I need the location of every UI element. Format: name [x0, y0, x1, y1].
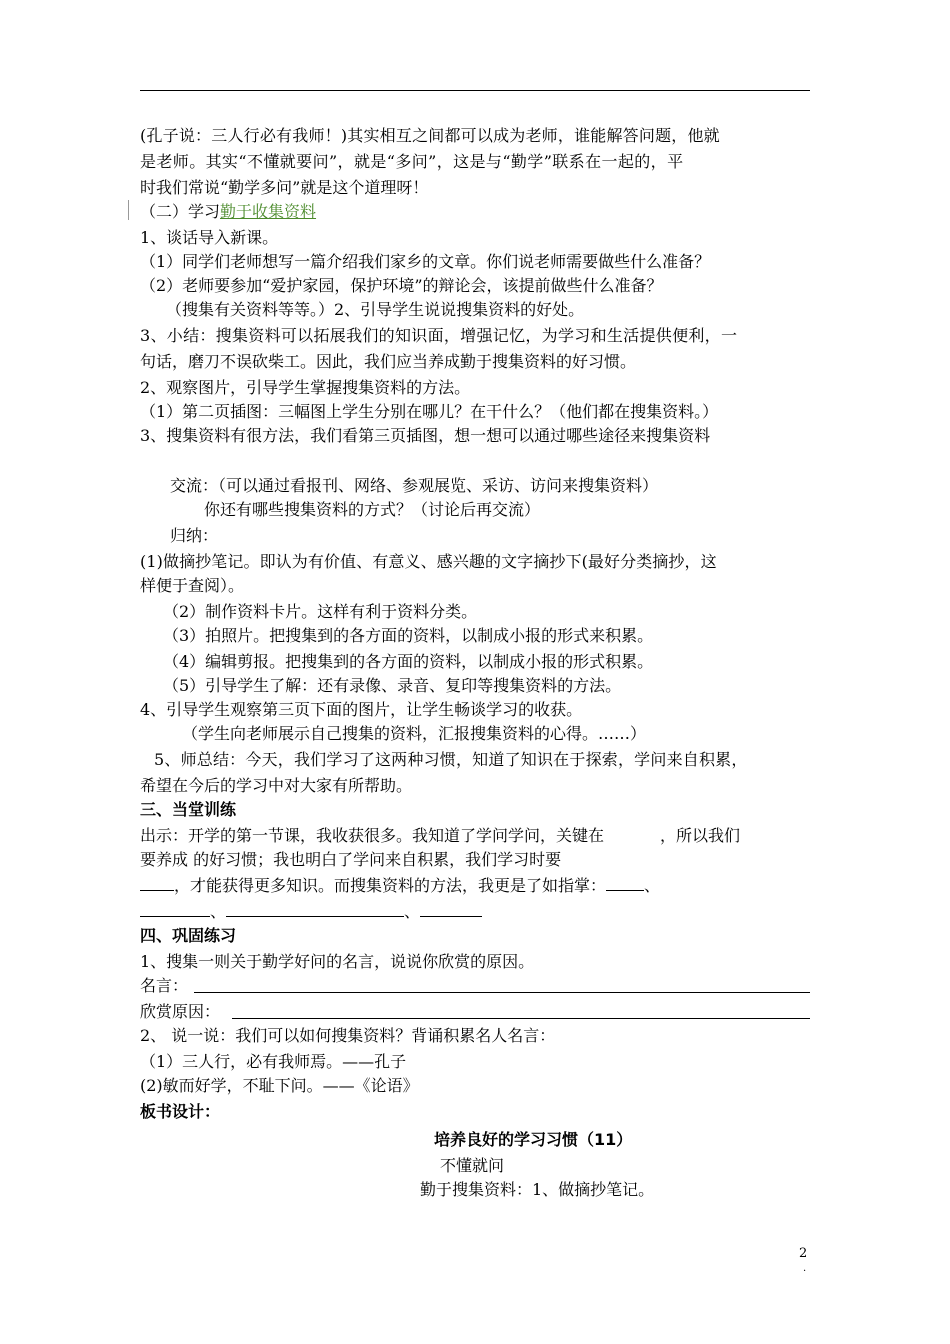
paragraph-line: 归纳： [170, 526, 219, 545]
paragraph-line: （1）第二页插图：三幅图上学生分别在哪儿？在干什么？（他们都在搜集资料。） [140, 402, 719, 421]
reason-answer-line[interactable] [232, 1018, 810, 1019]
section-heading: 四、巩固练习 [140, 926, 237, 945]
exercise-line [140, 902, 482, 922]
paragraph-line: (2)敏而好学，不耻下问。——《论语》 [140, 1076, 419, 1095]
exercise-text: 出示：开学的第一节课，我收获很多。我知道了学问学问，关键在 [140, 826, 605, 845]
section-heading: 板书设计： [140, 1102, 221, 1121]
header-rule [140, 90, 810, 91]
paragraph-line: 交流：（可以通过看报刊、网络、参观展览、采访、访问来搜集资料） [170, 476, 659, 495]
paragraph-line: 时我们常说“勤学多问”就是这个道理呀！ [140, 178, 429, 197]
paragraph-line: （1）三人行，必有我师焉。——孔子 [140, 1052, 407, 1071]
quote-answer-line[interactable] [194, 992, 810, 993]
page-number-dot: . [803, 1263, 807, 1274]
exercise-line [140, 876, 660, 896]
paragraph-line: （2）制作资料卡片。这样有利于资料分类。 [163, 602, 478, 621]
paragraph-line: 是老师。其实“不懂就要问”，就是“多问”，这是与“勤学”联系在一起的，平 [140, 152, 684, 171]
paragraph-line: （学生向老师展示自己搜集的资料，汇报搜集资料的心得。……） [182, 724, 647, 743]
section-link[interactable]: 勤于收集资料 [220, 202, 317, 221]
exercise-text: 、 [210, 902, 227, 921]
page-number: 2 [799, 1246, 808, 1261]
exercise-text: 、 [644, 876, 661, 895]
blank-field[interactable] [226, 902, 404, 917]
paragraph-line: （1）同学们老师想写一篇介绍我们家乡的文章。你们说老师需要做些什么准备？ [140, 252, 711, 271]
paragraph-line: （2）老师要参加“爱护家园，保护环境”的辩论会，该提前做些什么准备？ [140, 276, 663, 295]
paragraph-line: （4）编辑剪报。把搜集到的各方面的资料，以制成小报的形式积累。 [163, 652, 654, 671]
paragraph-line: （3）拍照片。把搜集到的各方面的资料，以制成小报的形式来积累。 [163, 626, 654, 645]
paragraph-line: 5、师总结：今天，我们学习了这两种习惯，知道了知识在于探索，学问来自积累， [154, 750, 748, 769]
paragraph-line: 2、 说一说：我们可以如何搜集资料？背诵积累名人名言： [140, 1026, 556, 1045]
paragraph-line: 句话，磨刀不误砍柴工。因此，我们应当养成勤于搜集资料的好习惯。 [140, 352, 637, 371]
blank-field[interactable] [140, 902, 210, 917]
board-title: 培养良好的学习习惯（11） [434, 1130, 633, 1149]
revision-marker [128, 200, 129, 220]
section-heading-line [140, 202, 316, 222]
paragraph-line: 1、搜集一则关于勤学好问的名言，说说你欣赏的原因。 [140, 952, 535, 971]
paragraph-line: （5）引导学生了解：还有录像、录音、复印等搜集资料的方法。 [163, 676, 622, 695]
exercise-line [140, 826, 740, 846]
paragraph-line: 3、搜集资料有很方法，我们看第三页插图，想一想可以通过哪些途径来搜集资料 [140, 426, 711, 445]
paragraph-line: 希望在今后的学习中对大家有所帮助。 [140, 776, 413, 795]
exercise-line: 要养成 的好习惯；我也明白了学问来自积累，我们学习时要 [140, 850, 562, 869]
paragraph-line: （搜集有关资料等等。）2、引导学生说说搜集资料的好处。 [166, 300, 585, 319]
paragraph-line: 2、观察图片，引导学生掌握搜集资料的方法。 [140, 378, 471, 397]
paragraph-line: 4、引导学生观察第三页下面的图片，让学生畅谈学习的收获。 [140, 700, 583, 719]
paragraph-line: 你还有哪些搜集资料的方式？（讨论后再交流） [204, 500, 541, 519]
exercise-text: ，才能获得更多知识。而搜集资料的方法，我更是了如指掌： [174, 876, 607, 895]
paragraph-line: (孔子说：三人行必有我师！)其实相互之间都可以成为老师，谁能解答问题，他就 [140, 126, 720, 145]
board-line: 不懂就问 [440, 1156, 505, 1175]
section-label: （二）学习 [140, 202, 221, 221]
blank-field[interactable] [606, 876, 644, 891]
blank-field[interactable] [604, 827, 660, 841]
reason-label: 欣赏原因： [140, 1002, 221, 1021]
blank-field[interactable] [420, 902, 482, 917]
paragraph-line: 3、小结：搜集资料可以拓展我们的知识面，增强记忆，为学习和生活提供便利，一 [140, 326, 738, 345]
blank-field[interactable] [140, 876, 174, 891]
paragraph-line: (1)做摘抄笔记。即认为有价值、有意义、感兴趣的文字摘抄下(最好分类摘抄，这 [140, 552, 717, 571]
paragraph-line: 1、谈话导入新课。 [140, 228, 279, 247]
quote-label: 名言： [140, 976, 189, 995]
section-heading: 三、当堂训练 [140, 800, 237, 819]
exercise-text: ，所以我们 [660, 826, 741, 845]
board-line: 勤于搜集资料：1、做摘抄笔记。 [420, 1180, 655, 1199]
exercise-text: 、 [404, 902, 421, 921]
paragraph-line: 样便于查阅）。 [140, 576, 245, 595]
